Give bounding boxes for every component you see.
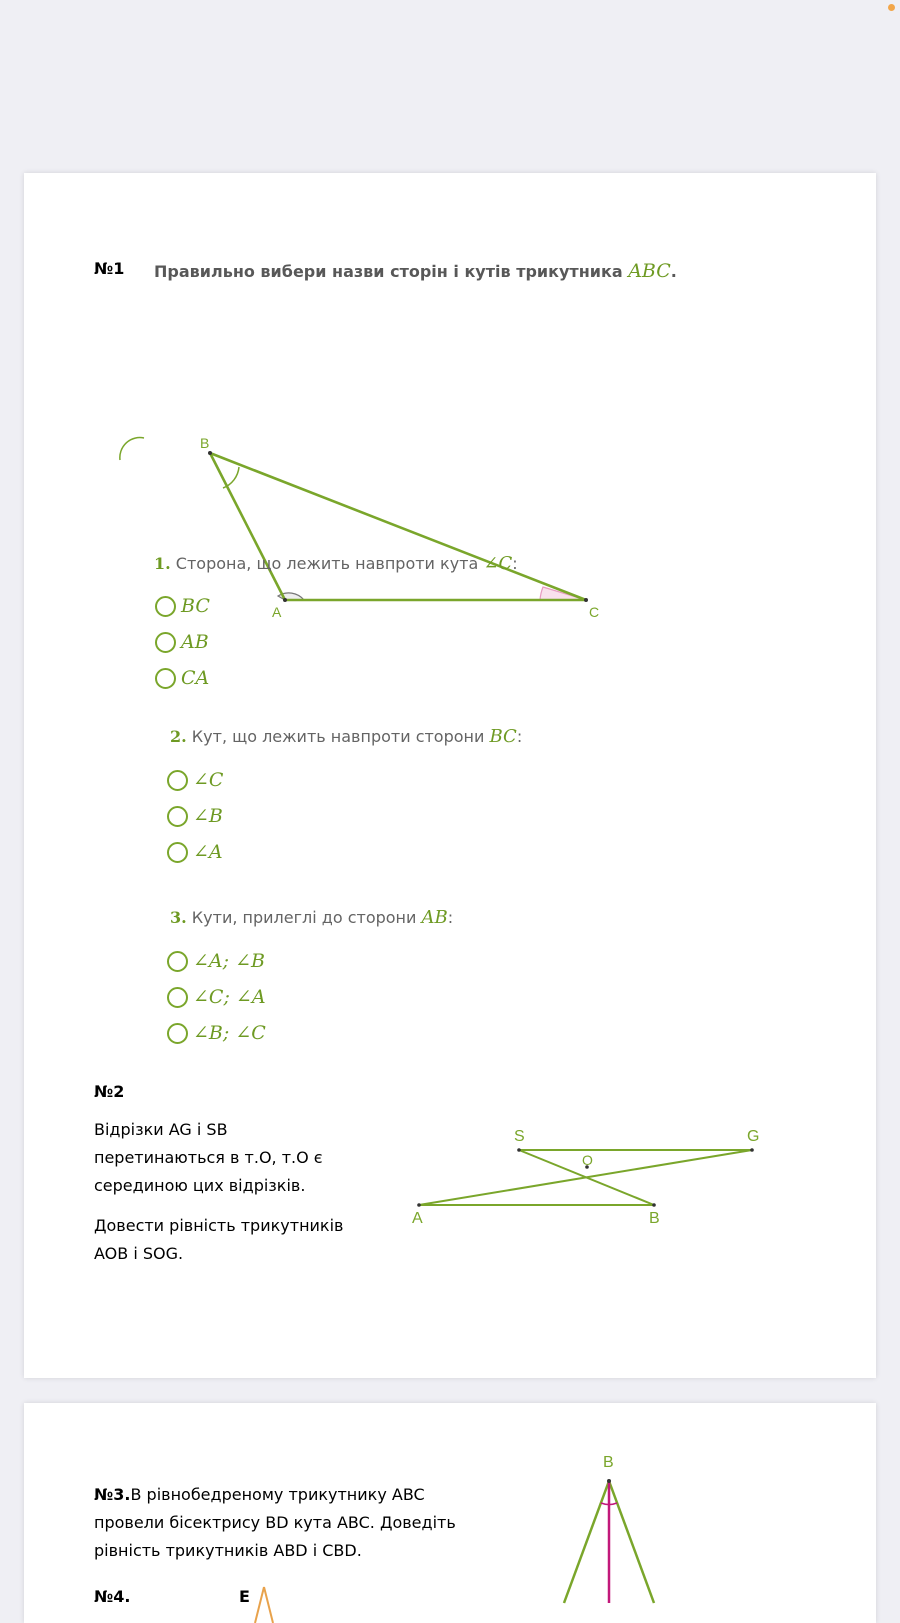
task2-goal [94, 1212, 343, 1268]
option-label: ∠B; ∠C [193, 1022, 266, 1044]
task2-statement [94, 1116, 323, 1200]
label-b3: B [603, 1454, 614, 1471]
option-1-ab[interactable] [155, 629, 209, 655]
page-1 [24, 173, 876, 1378]
question-2-text: Кут, що лежить навпроти сторони [191, 727, 485, 746]
question-1-text: Сторона, що лежить навпроти кута [175, 554, 479, 573]
label-b: B [200, 435, 210, 451]
option-1-ca[interactable] [155, 665, 209, 691]
option-label: BC [181, 595, 210, 617]
option-label: ∠A [193, 841, 223, 863]
task2-line: серединою цих відрізків. [94, 1176, 306, 1195]
task1-title-math: ABC [628, 260, 671, 282]
option-3-a-b[interactable] [167, 948, 265, 974]
task3-line: В рівнобедреному трикутнику ABC [130, 1485, 425, 1504]
question-2-end: : [516, 727, 523, 746]
question-3-number: 3. [170, 908, 187, 927]
task3-statement [94, 1481, 456, 1565]
task2-goal-line: AOB і SOG. [94, 1244, 184, 1263]
task2-number: №2 [94, 1082, 125, 1101]
label-o: O [582, 1152, 593, 1168]
option-label: CA [181, 667, 210, 689]
question-3 [170, 907, 453, 928]
radio-icon[interactable] [167, 770, 188, 791]
task3-line: провели бісектрису BD кута ABC. Доведіть [94, 1513, 456, 1532]
label-a2: A [412, 1210, 423, 1227]
task4-label-e: E [239, 1587, 250, 1606]
question-3-text: Кути, прилеглі до сторони [191, 908, 417, 927]
option-3-b-c[interactable] [167, 1020, 266, 1046]
question-1 [154, 553, 518, 574]
task4-figure [252, 1583, 276, 1623]
task3-line: рівність трикутників ABD і CBD. [94, 1541, 362, 1560]
question-2-number: 2. [170, 727, 187, 746]
question-1-number: 1. [154, 554, 171, 573]
page-2 [24, 1403, 876, 1623]
label-c: C [589, 604, 600, 620]
option-label: ∠C [193, 769, 224, 791]
radio-icon[interactable] [167, 842, 188, 863]
task1-title-text: Правильно вибери назви сторін і кутів трикутника [154, 262, 623, 281]
task1-number: №1 [94, 259, 125, 278]
question-3-end: : [447, 908, 454, 927]
task1-title [154, 260, 677, 282]
task2-line: перетинаються в т.О, т.О є [94, 1148, 323, 1167]
segments-figure [374, 1128, 774, 1258]
task4-number: №4. [94, 1587, 131, 1606]
question-2 [170, 726, 522, 747]
option-label: ∠B [193, 805, 223, 827]
radio-icon[interactable] [155, 668, 176, 689]
task3-number: №3. [94, 1485, 131, 1504]
radio-icon[interactable] [167, 806, 188, 827]
option-label: ∠A; ∠B [193, 950, 265, 972]
status-dot [888, 4, 895, 11]
radio-icon[interactable] [167, 951, 188, 972]
radio-icon[interactable] [155, 632, 176, 653]
option-2-angle-b[interactable] [167, 803, 223, 829]
question-1-end: : [512, 554, 518, 573]
radio-icon[interactable] [155, 596, 176, 617]
option-2-angle-a[interactable] [167, 839, 223, 865]
label-g: G [747, 1128, 760, 1145]
label-a: A [272, 604, 282, 620]
question-1-math: ∠C [483, 553, 513, 574]
option-3-c-a[interactable] [167, 984, 266, 1010]
task2-line: Відрізки AG і SB [94, 1120, 228, 1139]
isosceles-figure [554, 1443, 694, 1603]
option-label: ∠C; ∠A [193, 986, 266, 1008]
radio-icon[interactable] [167, 987, 188, 1008]
question-3-math: AB [421, 907, 448, 928]
label-s: S [514, 1128, 525, 1145]
option-2-angle-c[interactable] [167, 767, 223, 793]
option-1-bc[interactable] [155, 593, 210, 619]
task1-title-end: . [670, 262, 677, 281]
task2-goal-line: Довести рівність трикутників [94, 1216, 344, 1235]
label-b2: B [649, 1210, 660, 1227]
question-2-math: BC [489, 726, 517, 747]
radio-icon[interactable] [167, 1023, 188, 1044]
option-label: AB [181, 631, 209, 653]
